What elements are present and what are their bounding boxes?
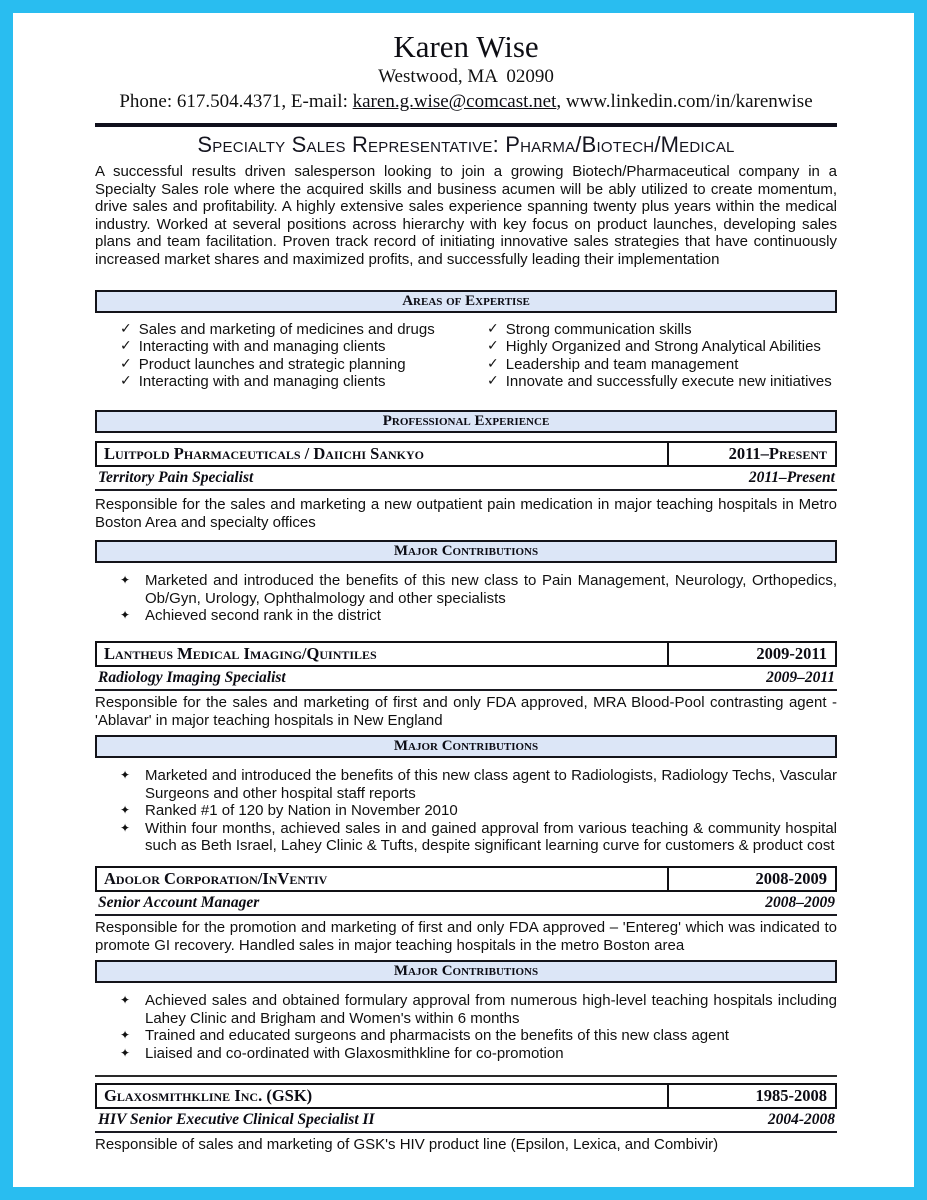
job-header-row <box>95 1083 837 1109</box>
contribution-text: Trained and educated surgeons and pharmacists on the benefits of this new class agent <box>145 1027 729 1045</box>
star-bullet-icon: ✦ <box>120 573 131 588</box>
company-name: Luitpold Pharmaceuticals / Daiichi Sankyo <box>104 443 424 463</box>
role-title: HIV Senior Executive Clinical Specialist II <box>98 1110 375 1128</box>
job-description: Responsible for the promotion and marketing of first and only FDA approved – 'Entereg' which was indicated to promote GI recovery. Handled sales in major teaching hospitals in the metro Boston area <box>95 919 837 954</box>
contribution-text: Within four months, achieved sales in and gained approval from various teaching & community hospital such as Beth Israel, Lahey Clinic & Tufts, despite significant learning curve for customers & product cost <box>145 819 837 855</box>
star-bullet-icon: ✦ <box>120 1028 131 1043</box>
job-entry <box>95 641 837 855</box>
star-bullet-icon: ✦ <box>120 608 131 623</box>
company-dates: 2009-2011 <box>667 643 835 665</box>
contribution-item <box>95 802 837 820</box>
job-entry <box>95 1075 837 1154</box>
role-title: Territory Pain Specialist <box>98 468 254 486</box>
contribution-item <box>95 820 837 855</box>
contribution-text: Marketed and introduced the benefits of this new class to Pain Management, Neurology, Orthopedics, Ob/Gyn, Urology, Ophthalmology and other specialists <box>145 572 837 607</box>
job-description: Responsible for the sales and marketing a new outpatient pain medication in major teaching hospitals in Metro Boston Area and specialty offices <box>95 495 837 531</box>
expertise-item-label: Strong communication skills <box>505 320 692 338</box>
expertise-item-label: Highly Organized and Strong Analytical Abilities <box>505 338 821 356</box>
check-icon: ✓ <box>487 355 499 372</box>
email-link[interactable]: karen.g.wise@comcast.net <box>352 91 557 112</box>
section-banner-major-contributions: Major Contributions <box>95 960 837 983</box>
job-description: Responsible of sales and marketing of GSK's HIV product line (Epsilon, Lexica, and Combivir) <box>95 1135 719 1153</box>
contribution-list <box>95 572 837 625</box>
contribution-list <box>95 992 837 1062</box>
job-header-row <box>95 866 837 892</box>
contribution-text: Liaised and co-ordinated with Glaxosmithkline for co-promotion <box>145 1045 564 1063</box>
company-name: Glaxosmithkline Inc. (GSK) <box>104 1085 313 1105</box>
role-dates: 2011–Present <box>748 468 835 486</box>
expertise-item <box>95 373 485 391</box>
expertise-item <box>95 356 485 374</box>
role-row <box>95 667 837 691</box>
role-row <box>95 1109 837 1133</box>
star-bullet-icon: ✦ <box>120 993 131 1008</box>
contribution-list <box>95 767 837 855</box>
expertise-columns <box>95 321 837 391</box>
role-row <box>95 892 837 916</box>
headline-title: Specialty Sales Representative: Pharma/Biotech/Medical <box>197 132 735 157</box>
job-header-row <box>95 441 837 467</box>
job-header-row <box>95 641 837 667</box>
star-bullet-icon: ✦ <box>120 820 131 835</box>
expertise-item-label: Sales and marketing of medicines and drugs <box>138 320 435 338</box>
section-banner-professional-experience: Professional Experience <box>95 410 837 433</box>
section-banner-areas-of-expertise: Areas of Expertise <box>95 290 837 313</box>
contribution-text: Marketed and introduced the benefits of this new class agent to Radiologists, Radiology Techs, Vascular Surgeons and other hospital staff reports <box>145 767 837 802</box>
contribution-item <box>95 1027 837 1045</box>
job-entry <box>95 866 837 1063</box>
person-name: Karen Wise <box>393 29 539 64</box>
company-dates: 2011–Present <box>667 443 835 465</box>
role-title: Radiology Imaging Specialist <box>98 668 286 686</box>
check-icon: ✓ <box>120 355 132 372</box>
expertise-column-left <box>95 321 485 391</box>
contact-line <box>95 89 837 114</box>
section-banner-major-contributions: Major Contributions <box>95 735 837 758</box>
section-banner-major-contributions: Major Contributions <box>95 540 837 563</box>
expertise-item-label: Interacting with and managing clients <box>138 373 386 391</box>
job-description: Responsible for the sales and marketing of first and only FDA approved, MRA Blood-Pool contrasting agent - 'Ablavar' in major teaching hospitals in New England <box>95 693 837 729</box>
check-icon: ✓ <box>120 338 132 355</box>
star-bullet-icon: ✦ <box>120 803 131 818</box>
header-divider <box>95 123 837 127</box>
role-dates: 2008–2009 <box>765 894 835 912</box>
expertise-item-label: Innovate and successfully execute new initiatives <box>505 373 832 391</box>
contribution-item <box>95 607 837 625</box>
expertise-item <box>485 321 837 339</box>
expertise-item <box>485 338 837 356</box>
star-bullet-icon: ✦ <box>120 1046 131 1061</box>
section-divider <box>95 1075 837 1077</box>
check-icon: ✓ <box>487 338 499 355</box>
expertise-item <box>95 321 485 339</box>
expertise-item <box>95 338 485 356</box>
star-bullet-icon: ✦ <box>120 768 131 783</box>
role-dates: 2009–2011 <box>766 668 835 686</box>
expertise-column-right <box>485 321 837 391</box>
phone-email-label: Phone: 617.504.4371, E-mail: <box>119 91 353 112</box>
expertise-item-label: Interacting with and managing clients <box>138 338 386 356</box>
company-dates: 1985-2008 <box>667 1085 835 1107</box>
linkedin-text: , www.linkedin.com/in/karenwise <box>556 91 813 112</box>
address: Westwood, MA 02090 <box>378 66 554 87</box>
check-icon: ✓ <box>120 373 132 390</box>
check-icon: ✓ <box>487 320 499 337</box>
contribution-item <box>95 1045 837 1063</box>
company-name: Adolor Corporation/InVentiv <box>104 869 328 889</box>
contribution-item <box>95 992 837 1027</box>
contribution-text: Achieved sales and obtained formulary approval from numerous high-level teaching hospitals including Lahey Clinic and Brigham and Women's within 6 months <box>145 992 837 1027</box>
check-icon: ✓ <box>487 373 499 390</box>
job-entry <box>95 441 837 625</box>
expertise-item-label: Product launches and strategic planning <box>138 355 406 373</box>
role-row <box>95 467 837 491</box>
contribution-item <box>95 767 837 802</box>
resume-content <box>13 13 914 1153</box>
contribution-item <box>95 572 837 607</box>
contribution-text: Ranked #1 of 120 by Nation in November 2010 <box>145 802 458 820</box>
role-title: Senior Account Manager <box>98 894 260 912</box>
role-dates: 2004-2008 <box>767 1110 835 1128</box>
summary-paragraph: A successful results driven salesperson looking to join a growing Biotech/Pharmaceutical company in a Specialty Sales role where the acquired skills and business acumen will be ably utilized to create momentum, drive sales and profitability. A highly extensive sales experience spanning twenty plus years within the medical industry. Worked at several positions across hierarchy with key focus on product launches, developing sales plans and team facilitation. Proven track record of initiating innovative sales strategies that have continuously increased market shares and maximized profits, and successfully leading their implementation <box>95 163 837 268</box>
expertise-item-label: Leadership and team management <box>505 355 739 373</box>
check-icon: ✓ <box>120 320 132 337</box>
resume-page <box>13 13 914 1187</box>
expertise-item <box>485 373 837 391</box>
company-dates: 2008-2009 <box>667 868 835 890</box>
company-name: Lantheus Medical Imaging/Quintiles <box>104 643 377 663</box>
contribution-text: Achieved second rank in the district <box>145 607 381 625</box>
expertise-item <box>485 356 837 374</box>
